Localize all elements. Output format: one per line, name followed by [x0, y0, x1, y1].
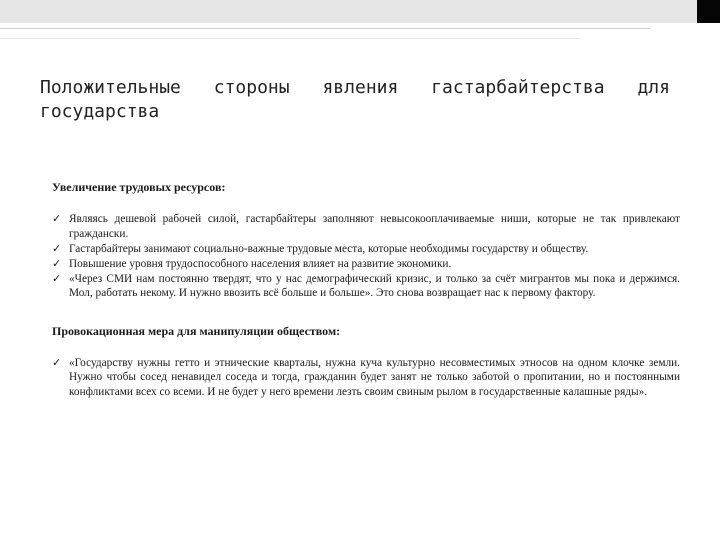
check-mark-icon: ✓ — [52, 256, 62, 270]
title-word: гастарбайтерства — [431, 77, 605, 98]
bullet-list — [52, 212, 680, 301]
list-item — [52, 257, 680, 272]
slide-body — [52, 180, 680, 400]
top-bar-dark-segment — [697, 0, 720, 23]
title-line-2: государства — [40, 101, 160, 122]
check-mark-icon: ✓ — [52, 241, 62, 255]
list-item-text: «Государству нужны гетто и этнические кварталы, нужна куча культурно несовместимых этносов на одном клочке земли. Нужно чтобы сосед ненавидел соседа и тогда, гражданин будет занят не только заботой о пропитании, но и постоянными конфликтами всех со всеми. И не будет у него времени лезть своим свиным рылом в государственные калашные ряды». — [69, 356, 680, 398]
bullet-list — [52, 356, 680, 400]
section-heading: Увеличение трудовых ресурсов: — [52, 180, 226, 194]
decorative-rule — [0, 28, 650, 29]
check-mark-icon: ✓ — [52, 212, 62, 225]
list-item-text: Являясь дешевой рабочей силой, гастарбайтеры заполняют невысокооплачиваемые ниши, которые не так привлекают граждански. — [69, 213, 680, 240]
list-item — [52, 242, 680, 257]
title-line-1 — [40, 76, 670, 100]
list-item — [52, 212, 680, 241]
list-item — [52, 272, 680, 301]
title-word: стороны — [213, 77, 290, 98]
decorative-rule — [0, 38, 580, 39]
list-item-text: «Через СМИ нам постоянно твердят, что у нас демографический кризис, и только за счёт мигрантов мы пока и держимся. Мол, работать некому. И нужно ввозить всё больше и больше». Это снова возвращает нас к первому фактору. — [69, 272, 680, 299]
title-word: для — [637, 77, 670, 98]
section-heading: Провокационная мера для манипуляции обществом: — [52, 323, 341, 338]
list-item-text: Повышение уровня трудоспособного населения влияет на развитие экономики. — [69, 257, 452, 270]
title-word: явления — [322, 77, 399, 98]
list-item-text: Гастарбайтеры занимают социально-важные трудовые места, которые необходимы государству и обществу. — [69, 242, 589, 255]
check-mark-icon: ✓ — [52, 271, 62, 285]
slide-title — [40, 76, 670, 124]
check-mark-icon: ✓ — [52, 355, 62, 369]
top-bar-light-segment — [0, 0, 697, 23]
title-word: Положительные — [40, 77, 181, 98]
list-item — [52, 356, 680, 400]
